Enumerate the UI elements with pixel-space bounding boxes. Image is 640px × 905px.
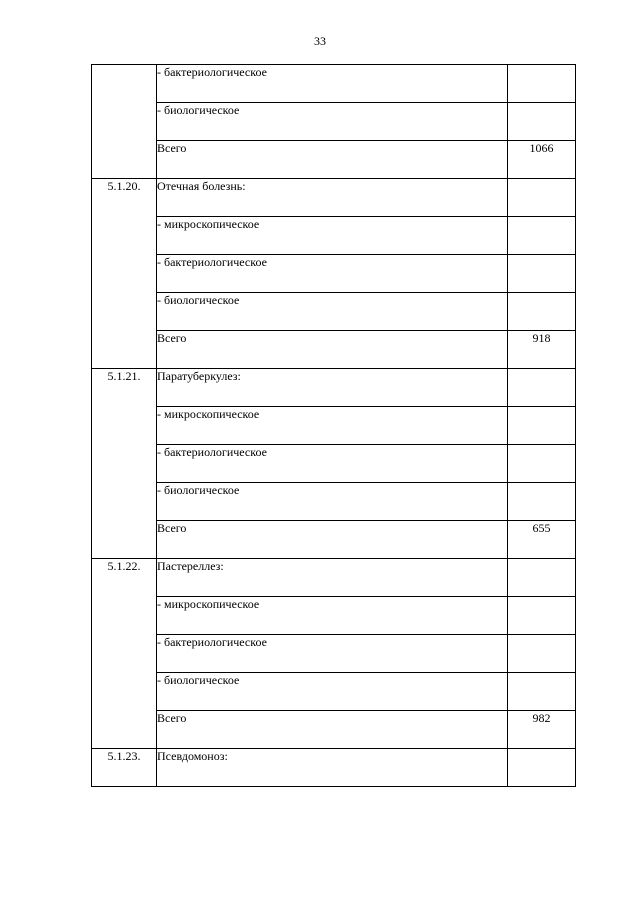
table-row bbox=[92, 711, 576, 749]
row-name: - микроскопическое bbox=[157, 597, 508, 635]
table-row bbox=[92, 407, 576, 445]
table-row bbox=[92, 103, 576, 141]
row-total bbox=[508, 445, 576, 483]
row-name: - биологическое bbox=[157, 673, 508, 711]
table-row bbox=[92, 635, 576, 673]
row-name: Всего bbox=[157, 141, 508, 179]
row-total bbox=[508, 749, 576, 787]
price-table bbox=[91, 64, 576, 787]
row-total bbox=[508, 673, 576, 711]
section-code-cell: 5.1.20. bbox=[92, 179, 157, 369]
table-row bbox=[92, 255, 576, 293]
row-total bbox=[508, 559, 576, 597]
row-total bbox=[508, 255, 576, 293]
row-name: - микроскопическое bbox=[157, 217, 508, 255]
page-number: 33 bbox=[314, 34, 326, 48]
table-row bbox=[92, 141, 576, 179]
row-name: - бактериологическое bbox=[157, 635, 508, 673]
table-row bbox=[92, 597, 576, 635]
table-row bbox=[92, 65, 576, 103]
row-total bbox=[508, 103, 576, 141]
row-name: - биологическое bbox=[157, 483, 508, 521]
row-total bbox=[508, 293, 576, 331]
row-total: 655 bbox=[508, 521, 576, 559]
row-total bbox=[508, 65, 576, 103]
section-code-cell: 5.1.21. bbox=[92, 369, 157, 559]
row-name: Пастереллез: bbox=[157, 559, 508, 597]
table-row bbox=[92, 521, 576, 559]
table-row bbox=[92, 331, 576, 369]
section-code-cell bbox=[92, 65, 157, 179]
table-row bbox=[92, 483, 576, 521]
row-total bbox=[508, 635, 576, 673]
table-row bbox=[92, 369, 576, 407]
row-total bbox=[508, 179, 576, 217]
row-name: Всего bbox=[157, 711, 508, 749]
table-row bbox=[92, 445, 576, 483]
section-code-cell: 5.1.23. bbox=[92, 749, 157, 787]
row-total bbox=[508, 483, 576, 521]
row-total: 1066 bbox=[508, 141, 576, 179]
row-name: Всего bbox=[157, 521, 508, 559]
row-name: Паратуберкулез: bbox=[157, 369, 508, 407]
row-name: Псевдомоноз: bbox=[157, 749, 508, 787]
row-total bbox=[508, 407, 576, 445]
table-row bbox=[92, 217, 576, 255]
row-name: - биологическое bbox=[157, 103, 508, 141]
table-row bbox=[92, 179, 576, 217]
row-name: Отечная болезнь: bbox=[157, 179, 508, 217]
row-name: - бактериологическое bbox=[157, 255, 508, 293]
row-name: - микроскопическое bbox=[157, 407, 508, 445]
row-name: - биологическое bbox=[157, 293, 508, 331]
table-row bbox=[92, 673, 576, 711]
table-row bbox=[92, 749, 576, 787]
row-total bbox=[508, 369, 576, 407]
row-total bbox=[508, 597, 576, 635]
row-total: 918 bbox=[508, 331, 576, 369]
row-total bbox=[508, 217, 576, 255]
table-row bbox=[92, 293, 576, 331]
row-name: - бактериологическое bbox=[157, 65, 508, 103]
row-name: - бактериологическое bbox=[157, 445, 508, 483]
table-row bbox=[92, 559, 576, 597]
row-name: Всего bbox=[157, 331, 508, 369]
section-code-cell: 5.1.22. bbox=[92, 559, 157, 749]
row-total: 982 bbox=[508, 711, 576, 749]
